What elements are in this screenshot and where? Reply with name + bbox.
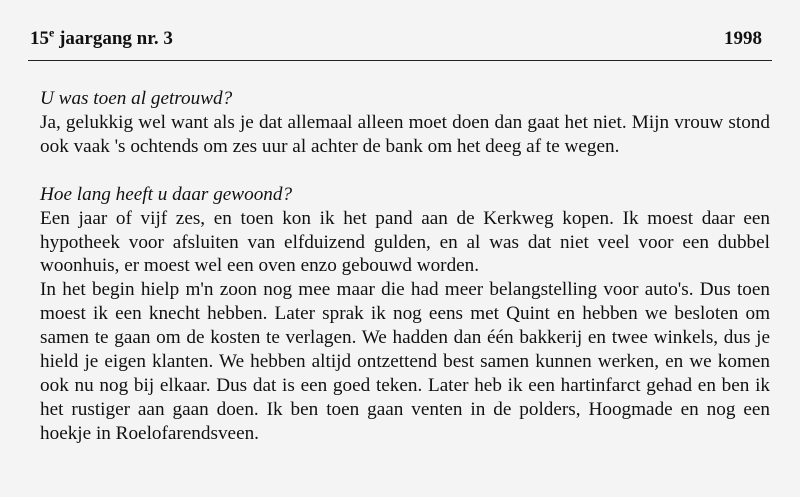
issue-superscript: e — [49, 25, 55, 40]
issue-number: 15 — [30, 28, 49, 49]
year-label: 1998 — [724, 28, 762, 49]
interview-question: U was toen al getrouwd? — [40, 88, 233, 109]
page-header — [30, 25, 762, 58]
interview-answer: In het begin hielp m'n zoon nog mee maar die had meer belangstelling voor auto's. Dus toen moest ik een knecht hebben. Later sprak ik nog eens met Quint en hebben we besloten om samen te gaan om de kosten te verlagen. We hadden dan één bakkerij en twee winkels, dus je hield je eigen klanten. We hebben altijd ontzettend best samen kunnen werken, en we komen ook nu nog bij elkaar. Dus dat is een goed teken. Later heb ik een hartinfarct gehad en ben ik het rustiger aan gaan doen. Ik ben toen gaan venten in de polders, Hoogmade en nog een hoekje in Roelofarendsveen. — [40, 279, 770, 444]
issue-label — [30, 25, 173, 50]
interview-answer: Een jaar of vijf zes, en toen kon ik het pand aan de Kerkweg kopen. Ik moest daar een hypotheek voor afsluiten van elfduizend gulden, en al was dat niet veel voor een dubbel woonhuis, er moest wel een oven enzo gebouwd worden. — [40, 207, 770, 277]
issue-text: jaargang nr. 3 — [54, 28, 173, 49]
header-rule — [28, 60, 772, 61]
interview-question: Hoe lang heeft u daar gewoond? — [40, 183, 293, 205]
interview-answer: Ja, gelukkig wel want als je dat allemaal alleen moet doen dan gaat het niet. Mijn vrouw stond ook vaak 's ochtends om zes uur al achter de bank om het deeg af te wegen. — [40, 111, 770, 157]
section-gap — [40, 159, 770, 183]
article-body — [40, 87, 770, 446]
